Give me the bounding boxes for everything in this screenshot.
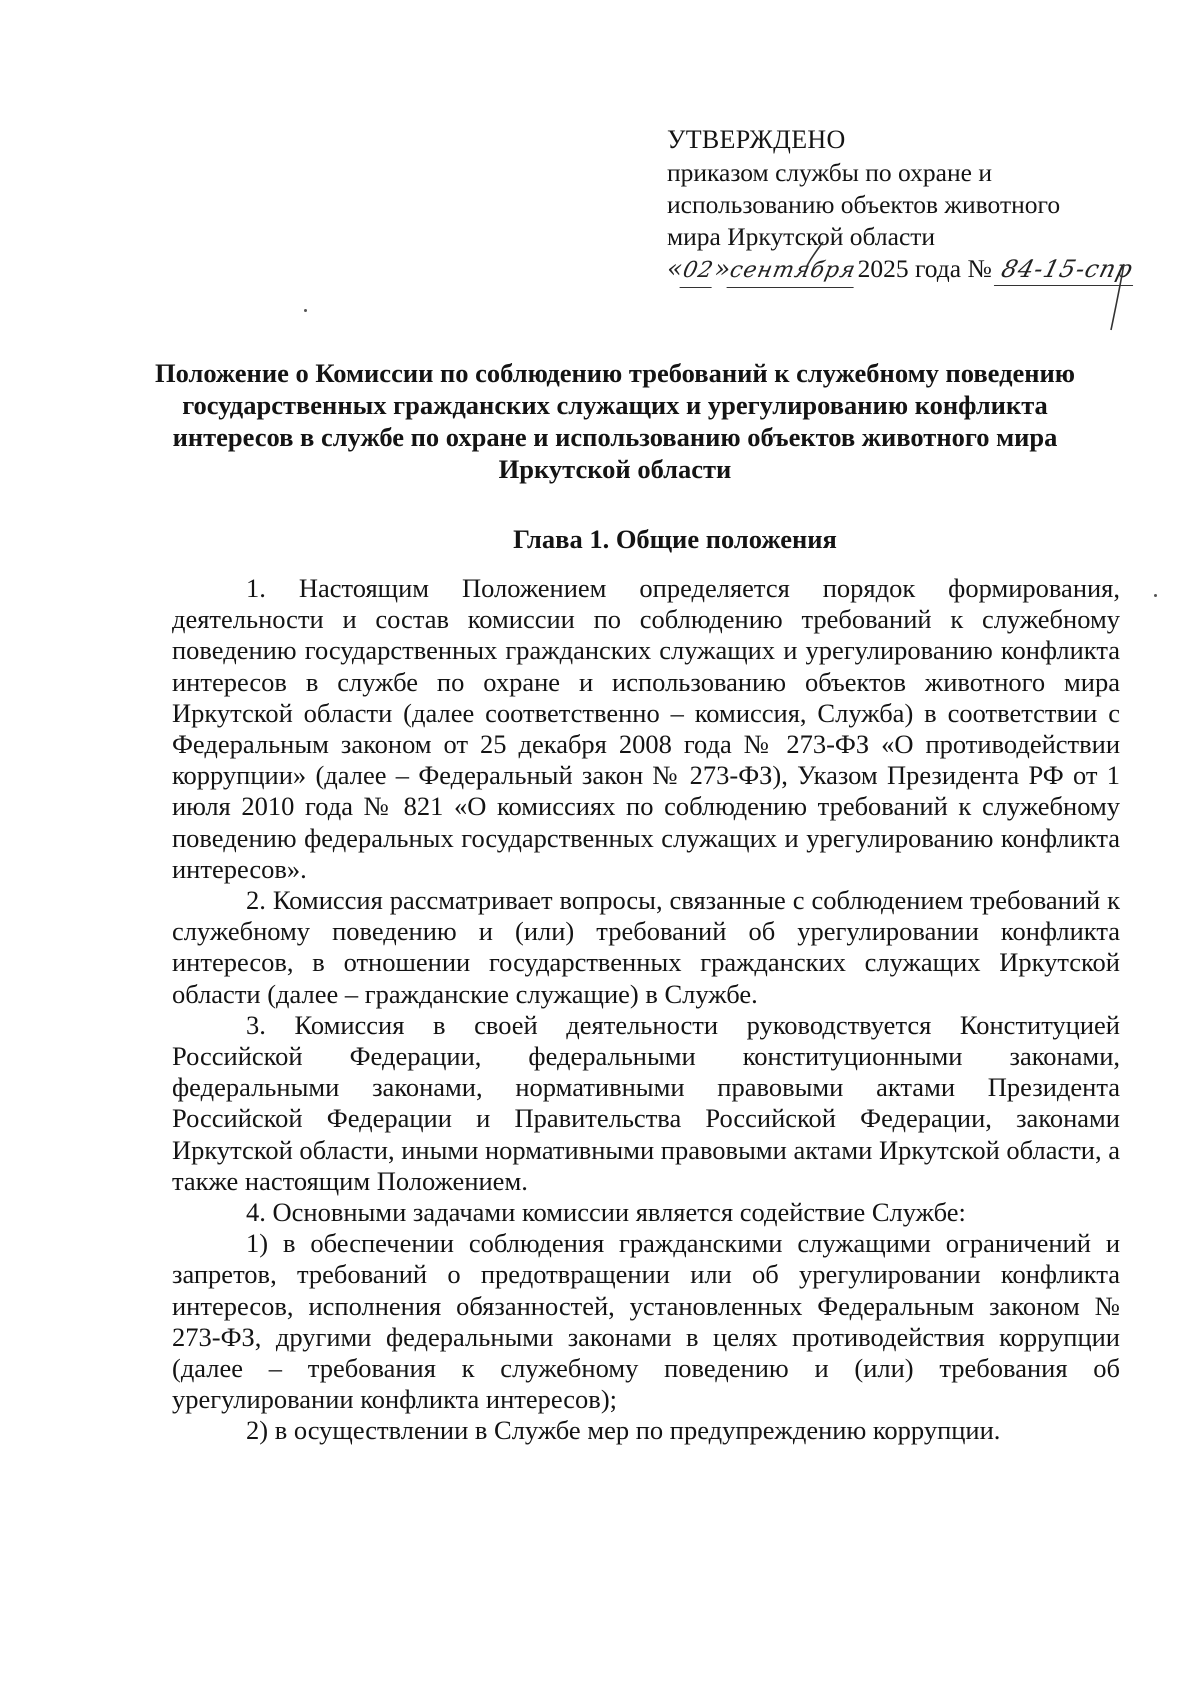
pen-stroke-icon (1108, 262, 1128, 332)
paragraph-4: 4. Основными задачами комиссии является содействие Службе: (246, 1197, 966, 1228)
handwritten-order-number: 84-15-спр (994, 253, 1141, 286)
approval-line-2: использованию объектов животного (667, 190, 1061, 219)
document-body (172, 573, 1120, 1447)
approval-date-line (667, 253, 1137, 288)
chapter-heading: Глава 1. Общие положения (513, 524, 837, 554)
signature-stroke-icon (803, 238, 827, 270)
approval-heading: УТВЕРЖДЕНО (667, 125, 846, 154)
date-close-quote: » (714, 254, 731, 284)
paragraph-4-item-2: 2) в осуществлении в Службе мер по предупреждению коррупции. (246, 1415, 1001, 1446)
approval-block (667, 124, 1137, 288)
paragraph-3: 3. Комиссия в своей деятельности руководствуется Конституцией Российской Федерации, федеральными конституционными законами, федеральными законами, нормативными правовыми актами Президента Российской Федерации и Правительства Российской Федерации, законами Иркутской области, иными нормативными правовыми актами Иркутской области, а также настоящим Положением. (172, 1009, 1120, 1196)
paragraph-4-item-1: 1) в обеспечении соблюдения гражданскими служащими ограничений и запретов, требований о предотвращении или об урегулировании конфликта интересов, исполнения обязанностей, установленных Федеральным законом № 273-ФЗ, другими федеральными законами в целях противодействия коррупции (далее – требования к служебному поведению и (или) требования об урегулировании конфликта интересов); (172, 1228, 1120, 1415)
paragraph-2: 2. Комиссия рассматривает вопросы, связанные с соблюдением требований к служебному поведению и (или) требований об урегулировании конфликта интересов, в отношении государственных гражданских служащих Иркутской области (далее – гражданские служащие) в Службе. (172, 885, 1120, 1009)
paragraph-1: 1. Настоящим Положением определяется порядок формирования, деятельности и состав комиссии по соблюдению требований к служебному поведению государственных гражданских служащих и урегулированию конфликта интересов в службе по охране и использованию объектов животного мира Иркутской области (далее соответственно – комиссия, Служба) в соответствии с Федеральным законом от 25 декабря 2008 года № 273-ФЗ «О противодействии коррупции» (далее – Федеральный закон № 273-ФЗ), Указом Президента РФ от 1 июля 2010 года № 821 «О комиссиях по соблюдению требований к служебному поведению федеральных государственных служащих и урегулированию конфликта интересов». (172, 573, 1120, 884)
scan-speck (304, 309, 307, 312)
scan-speck (1154, 594, 1157, 597)
handwritten-month: сентября (727, 255, 861, 288)
date-open-quote: « (667, 254, 683, 284)
handwritten-day: 02 (679, 255, 718, 288)
approval-line-1: приказом службы по охране и (667, 158, 992, 187)
date-year-label: 2025 года № (857, 254, 992, 283)
document-title: Положение о Комиссии по соблюдению требований к служебному поведению государственных гражданских служащих и урегулированию конфликта интересов в службе по охране и использованию объектов животного мира Иркутской области (154, 358, 1076, 484)
approval-line-3: мира Иркутской области (667, 222, 936, 251)
